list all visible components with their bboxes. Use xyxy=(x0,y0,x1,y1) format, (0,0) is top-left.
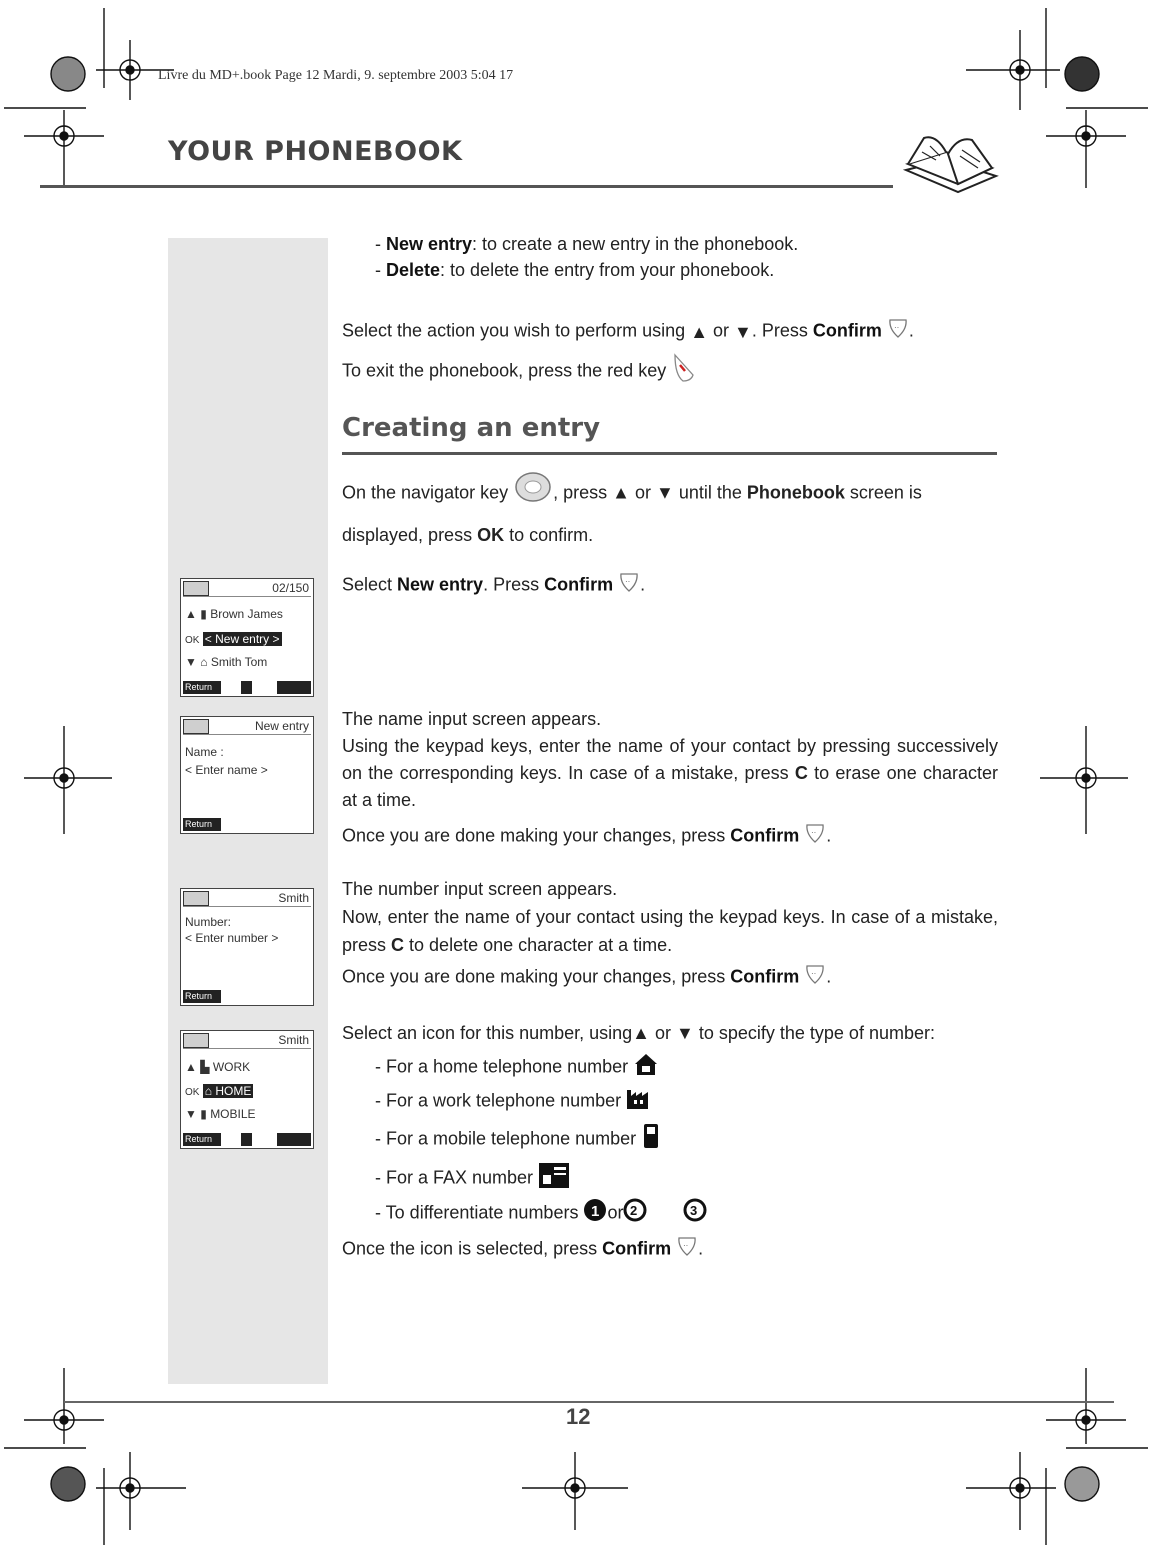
softkey-bar: Return xyxy=(183,1133,311,1146)
down-arrow-icon: ▼ xyxy=(734,321,752,342)
select-new-entry-text: Select New entry. Press Confirm ·· . xyxy=(342,571,645,600)
phone-screen-name xyxy=(180,716,314,834)
mobile-icon xyxy=(641,1122,661,1157)
name-screen-intro: The name input screen appears. xyxy=(342,709,602,729)
phonebook-icon xyxy=(183,719,209,734)
svg-text:··: ·· xyxy=(625,577,631,586)
phonebook-icon xyxy=(183,891,209,906)
navigator-instruction: On the navigator key , press ▲ or ▼ until the Phonebook screen is displayed, press OK to confirm. xyxy=(342,470,998,554)
phone-screen-type xyxy=(180,1030,314,1149)
screen-header: New entry xyxy=(183,719,311,735)
screen-row: ▲ ▮ Brown James xyxy=(185,607,283,621)
svg-text:··: ·· xyxy=(811,969,817,978)
down-triangle-icon: ▼ xyxy=(185,1107,197,1121)
exit-phonebook-text: To exit the phonebook, press the red key xyxy=(342,353,697,390)
entry-counter: 02/150 xyxy=(272,581,309,595)
section-title: Creating an entry xyxy=(342,413,601,443)
print-header: Livre du MD+.book Page 12 Mardi, 9. septembre 2003 5:04 17 xyxy=(158,68,514,83)
work-icon xyxy=(626,1086,652,1117)
screen-row: ▲ ▙ WORK xyxy=(185,1060,251,1074)
page-number: 12 xyxy=(566,1404,591,1429)
mobile-icon: ▮ xyxy=(200,1107,207,1121)
up-triangle-icon: ▲ xyxy=(185,607,197,621)
screen-header: Smith xyxy=(183,891,311,907)
down-triangle-icon: ▼ xyxy=(185,655,197,669)
icon-item-home: - For a home telephone number xyxy=(375,1052,659,1083)
down-arrow-icon: ▼ xyxy=(655,482,674,503)
number-placeholder: < Enter number > xyxy=(185,931,279,945)
softkey-bar: Return xyxy=(183,681,311,694)
name-screen-instruction: Using the keypad keys, enter the name of your contact by pressing successively on the corresponding keys. In case of a mistake, press C to erase one character at a time. xyxy=(342,736,998,810)
select-action-text: Select the action you wish to perform using ▲ or ▼. Press Confirm ·· . xyxy=(342,317,914,346)
confirm-key-icon xyxy=(887,317,909,346)
confirm-key-icon xyxy=(676,1235,698,1264)
icon-selected-confirm: Once the icon is selected, press Confirm ·· . xyxy=(342,1235,703,1264)
navigator-key-icon xyxy=(513,470,553,517)
number-2-icon xyxy=(623,1198,647,1229)
confirm-key-icon xyxy=(804,963,826,992)
svg-text:··: ·· xyxy=(811,828,817,837)
screen-row: ▼ ⌂ Smith Tom xyxy=(185,655,268,669)
number-1-icon xyxy=(583,1198,607,1229)
home-icon xyxy=(633,1052,659,1083)
differentiate-numbers: - To differentiate numbers 1 or 2 3 xyxy=(375,1198,707,1229)
screen-header xyxy=(183,581,311,597)
confirm-key-icon xyxy=(618,571,640,600)
home-icon: ⌂ xyxy=(200,655,208,669)
phonebook-icon xyxy=(183,581,209,596)
number-3-icon xyxy=(683,1198,707,1229)
phone-screen-number xyxy=(180,888,314,1006)
softkey-bar: Return xyxy=(183,818,311,831)
page-title: YOUR PHONEBOOK xyxy=(168,136,463,167)
title-rule xyxy=(40,185,893,188)
screen-row-selected: OK < New entry > xyxy=(185,632,280,646)
up-arrow-icon: ▲ xyxy=(690,321,709,342)
confirm-key-icon xyxy=(804,822,826,851)
number-label: Number: xyxy=(185,915,232,929)
footer-rule xyxy=(64,1401,1114,1403)
intro-item-new-entry: - New entry: to create a new entry in the phonebook. xyxy=(375,234,799,254)
up-arrow-icon: ▲ xyxy=(612,482,630,503)
svg-text:2: 2 xyxy=(630,1203,638,1218)
red-key-icon xyxy=(671,353,697,390)
work-icon: ▙ xyxy=(200,1060,210,1074)
home-icon: ⌂ xyxy=(204,1084,213,1098)
open-book-icon xyxy=(900,126,1004,198)
mobile-icon: ▮ xyxy=(200,607,207,621)
down-arrow-icon: ▼ xyxy=(676,1023,694,1043)
screen-row-selected: OK ⌂ HOME xyxy=(185,1084,252,1098)
phone-screen-list xyxy=(180,578,314,697)
up-triangle-icon: ▲ xyxy=(185,1060,197,1074)
number-screen-intro: The number input screen appears. xyxy=(342,879,618,899)
name-screen-confirm: Once you are done making your changes, press Confirm ·· . xyxy=(342,822,831,851)
fax-icon xyxy=(538,1161,570,1196)
svg-text:··: ·· xyxy=(893,323,900,332)
icon-item-work: - For a work telephone number xyxy=(375,1086,652,1117)
phonebook-icon xyxy=(183,1033,209,1048)
screen-row: ▼ ▮ MOBILE xyxy=(185,1107,256,1121)
number-screen-confirm: Once you are done making your changes, press Confirm ·· . xyxy=(342,963,831,992)
icon-item-fax: - For a FAX number xyxy=(375,1161,570,1196)
name-placeholder: < Enter name > xyxy=(185,763,268,777)
svg-text:1: 1 xyxy=(591,1203,600,1220)
svg-text:··: ·· xyxy=(683,1241,689,1250)
screen-header: Smith xyxy=(183,1033,311,1049)
icon-select-text: Select an icon for this number, using▲ or ▼ to specify the type of number: xyxy=(342,1023,935,1043)
number-screen-instruction: Now, enter the name of your contact using the keypad keys. In case of a mistake, press C to delete one character at a time. xyxy=(342,907,998,955)
name-label: Name : xyxy=(185,745,224,759)
icon-item-mobile: - For a mobile telephone number xyxy=(375,1122,661,1157)
svg-text:3: 3 xyxy=(689,1203,697,1218)
up-arrow-icon: ▲ xyxy=(632,1023,650,1043)
section-rule xyxy=(342,452,997,455)
intro-item-delete: - Delete: to delete the entry from your phonebook. xyxy=(375,260,775,280)
softkey-bar: Return xyxy=(183,990,311,1003)
